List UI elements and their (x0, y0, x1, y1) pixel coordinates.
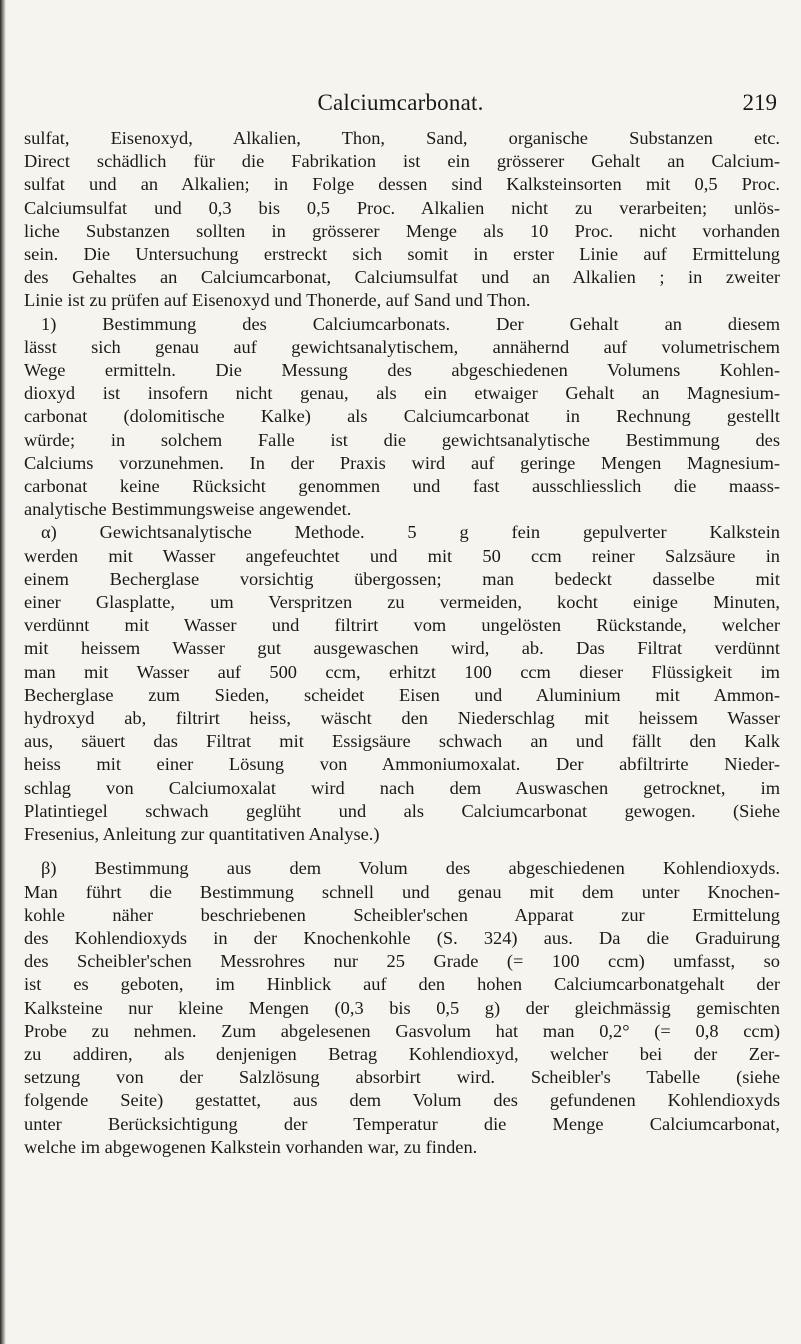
text-line: Direct schädlich für die Fabrikation ist ein grösserer Gehalt an Calcium- (24, 151, 780, 172)
text-line: Probe zu nehmen. Zum abgelesenen Gasvolum hat man 0,2° (= 0,8 ccm) (24, 1020, 780, 1041)
text-line: würde; in solchem Falle ist die gewichtsanalytische Bestimmung des (24, 429, 780, 450)
text-line: des Kohlendioxyds in der Knochenkohle (S. 324) aus. Da die Graduirung (24, 927, 780, 948)
text-line: ist es geboten, im Hinblick auf den hohen Calciumcarbonatgehalt der (24, 974, 780, 995)
text-line: lässt sich genau auf gewichtsanalytischem, annähernd auf volumetrischem (24, 336, 780, 357)
text-line: Wege ermitteln. Die Messung des abgeschiedenen Volumens Kohlen- (24, 360, 780, 381)
text-line: werden mit Wasser angefeuchtet und mit 50 ccm reiner Salzsäure in (24, 545, 780, 566)
body-text (24, 127, 780, 1159)
text-line: mit heissem Wasser gut ausgewaschen wird, ab. Das Filtrat verdünnt (24, 638, 780, 659)
text-line: einem Becherglase vorsichtig übergossen; man bedeckt dasselbe mit (24, 568, 780, 589)
text-line: einer Glasplatte, um Verspritzen zu vermeiden, kocht einige Minuten, (24, 592, 780, 613)
text-line: Calciums vorzunehmen. In der Praxis wird auf geringe Mengen Magnesium- (24, 452, 780, 473)
text-line: Linie ist zu prüfen auf Eisenoxyd und Thonerde, auf Sand und Thon. (24, 290, 531, 311)
text-line: zu addiren, als denjenigen Betrag Kohlendioxyd, welcher bei der Zer- (24, 1043, 780, 1064)
text-line: Fresenius, Anleitung zur quantitativen Analyse.) (24, 824, 380, 845)
text-line: Man führt die Bestimmung schnell und genau mit dem unter Knochen- (24, 881, 780, 902)
text-line: Becherglase zum Sieden, scheidet Eisen und Aluminium mit Ammon- (24, 684, 780, 705)
text-line: verdünnt mit Wasser und filtrirt vom ungelösten Rückstande, welcher (24, 615, 780, 636)
text-line: dioxyd ist insofern nicht genau, als ein etwaiger Gehalt an Magnesium- (24, 383, 780, 404)
running-title: Calciumcarbonat. (317, 90, 484, 115)
page-number: 219 (742, 90, 777, 115)
text-line: man mit Wasser auf 500 ccm, erhitzt 100 ccm dieser Flüssigkeit im (24, 661, 780, 682)
running-header (0, 90, 801, 120)
text-line: des Scheibler'schen Messrohres nur 25 Grade (= 100 ccm) umfasst, so (24, 951, 780, 972)
paragraph (24, 857, 780, 1159)
text-line: sulfat und an Alkalien; in Folge dessen sind Kalksteinsorten mit 0,5 Proc. (24, 174, 780, 195)
paragraph (24, 313, 780, 522)
text-line: Calciumsulfat und 0,3 bis 0,5 Proc. Alkalien nicht zu verarbeiten; unlös- (24, 197, 780, 218)
paragraph (24, 521, 780, 846)
text-line: Kalksteine nur kleine Mengen (0,3 bis 0,5 g) der gleichmässig gemischten (24, 997, 780, 1018)
text-line: sulfat, Eisenoxyd, Alkalien, Thon, Sand, organische Substanzen etc. (24, 128, 780, 148)
text-line: schlag von Calciumoxalat wird nach dem Auswaschen getrocknet, im (24, 777, 780, 798)
text-line: des Gehaltes an Calciumcarbonat, Calciumsulfat und an Alkalien ; in zweiter (24, 267, 780, 288)
text-line: kohle näher beschriebenen Scheibler'schen Apparat zur Ermittelung (24, 904, 780, 925)
text-line: welche im abgewogenen Kalkstein vorhanden war, zu finden. (24, 1136, 478, 1157)
text-line: carbonat keine Rücksicht genommen und fast ausschliesslich die maass- (24, 476, 780, 497)
text-line: heiss mit einer Lösung von Ammoniumoxalat. Der abfiltrirte Nieder- (24, 754, 780, 775)
text-line: liche Substanzen sollten in grösserer Menge als 10 Proc. nicht vorhanden (24, 220, 780, 241)
text-line: folgende Seite) gestattet, aus dem Volum des gefundenen Kohlendioxyds (24, 1090, 780, 1111)
text-line: unter Berücksichtigung der Temperatur die Menge Calciumcarbonat, (24, 1113, 780, 1134)
paragraph (24, 127, 780, 313)
text-line: 1) Bestimmung des Calciumcarbonats. Der Gehalt an diesem (41, 313, 780, 334)
section-gap (24, 846, 780, 857)
text-line: hydroxyd ab, filtrirt heiss, wäscht den Niederschlag mit heissem Wasser (24, 708, 780, 729)
text-line: setzung von der Salzlösung absorbirt wird. Scheibler's Tabelle (siehe (24, 1067, 780, 1088)
text-line: analytische Bestimmungsweise angewendet. (24, 499, 352, 520)
text-line: β) Bestimmung aus dem Volum des abgeschiedenen Kohlendioxyds. (41, 858, 780, 879)
text-line: Platintiegel schwach geglüht und als Calciumcarbonat gewogen. (Siehe (24, 800, 780, 821)
page-edge-shadow (0, 0, 6, 1344)
text-line: sein. Die Untersuchung erstreckt sich somit in erster Linie auf Ermittelung (24, 244, 780, 265)
text-line: carbonat (dolomitische Kalke) als Calciumcarbonat in Rechnung gestellt (24, 406, 780, 427)
text-line: aus, säuert das Filtrat mit Essigsäure schwach an und fällt den Kalk (24, 731, 780, 752)
text-line: α) Gewichtsanalytische Methode. 5 g fein gepulverter Kalkstein (41, 522, 780, 543)
